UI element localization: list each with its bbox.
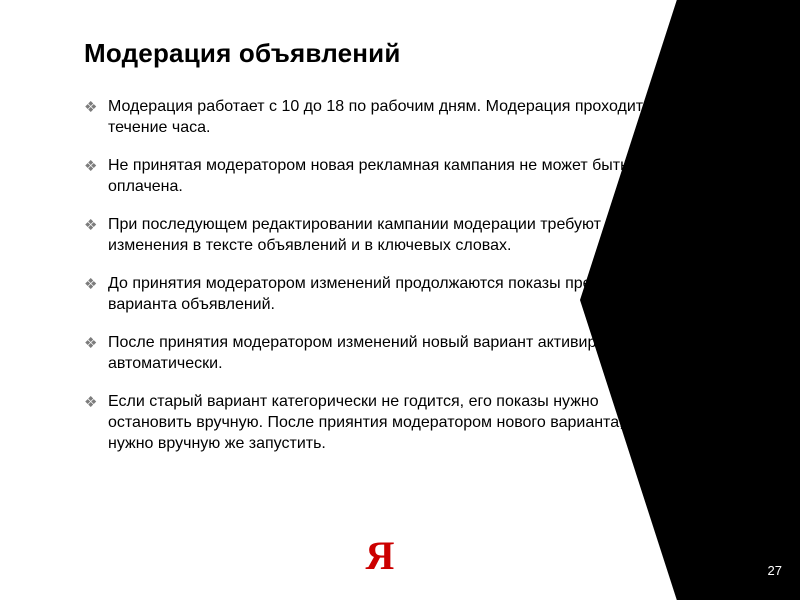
bullet-diamond-icon: ❖ — [84, 394, 98, 411]
list-item-text: При последующем редактировании кампании модерации требуют любые изменения в тексте объявлений и в ключевых словах. — [108, 216, 657, 254]
list-item — [84, 155, 674, 197]
bullet-list — [84, 96, 674, 471]
yandex-logo: Я — [365, 533, 395, 578]
bullet-diamond-icon: ❖ — [84, 217, 98, 234]
list-item-text: Не принятая модератором новая рекламная кампания не может быть оплачена. — [108, 157, 629, 195]
page-title: Модерация объявлений — [84, 38, 401, 68]
list-item — [84, 214, 674, 256]
bullet-diamond-icon: ❖ — [84, 335, 98, 352]
list-item-text: До принятия модератором изменений продолжаются показы прежнего варианта объявлений. — [108, 275, 635, 313]
list-item-text: Модерация работает с 10 до 18 по рабочим дням. Модерация проходит в течение часа. — [108, 98, 657, 136]
list-item — [84, 273, 674, 315]
list-item — [84, 332, 674, 374]
page-number: 27 — [767, 563, 782, 578]
bullet-diamond-icon: ❖ — [84, 99, 98, 116]
list-item — [84, 391, 674, 454]
list-item-text: После принятия модератором изменений новый вариант активируется автоматически. — [108, 334, 637, 372]
bullet-diamond-icon: ❖ — [84, 158, 98, 175]
decorative-side-band-solid — [680, 0, 800, 600]
bullet-diamond-icon: ❖ — [84, 276, 98, 293]
list-item — [84, 96, 674, 138]
list-item-text: Если старый вариант категорически не годится, его показы нужно остановить вручную. После приянтия модератором нового варианта, его нужно вручную же запустить. — [108, 393, 652, 452]
